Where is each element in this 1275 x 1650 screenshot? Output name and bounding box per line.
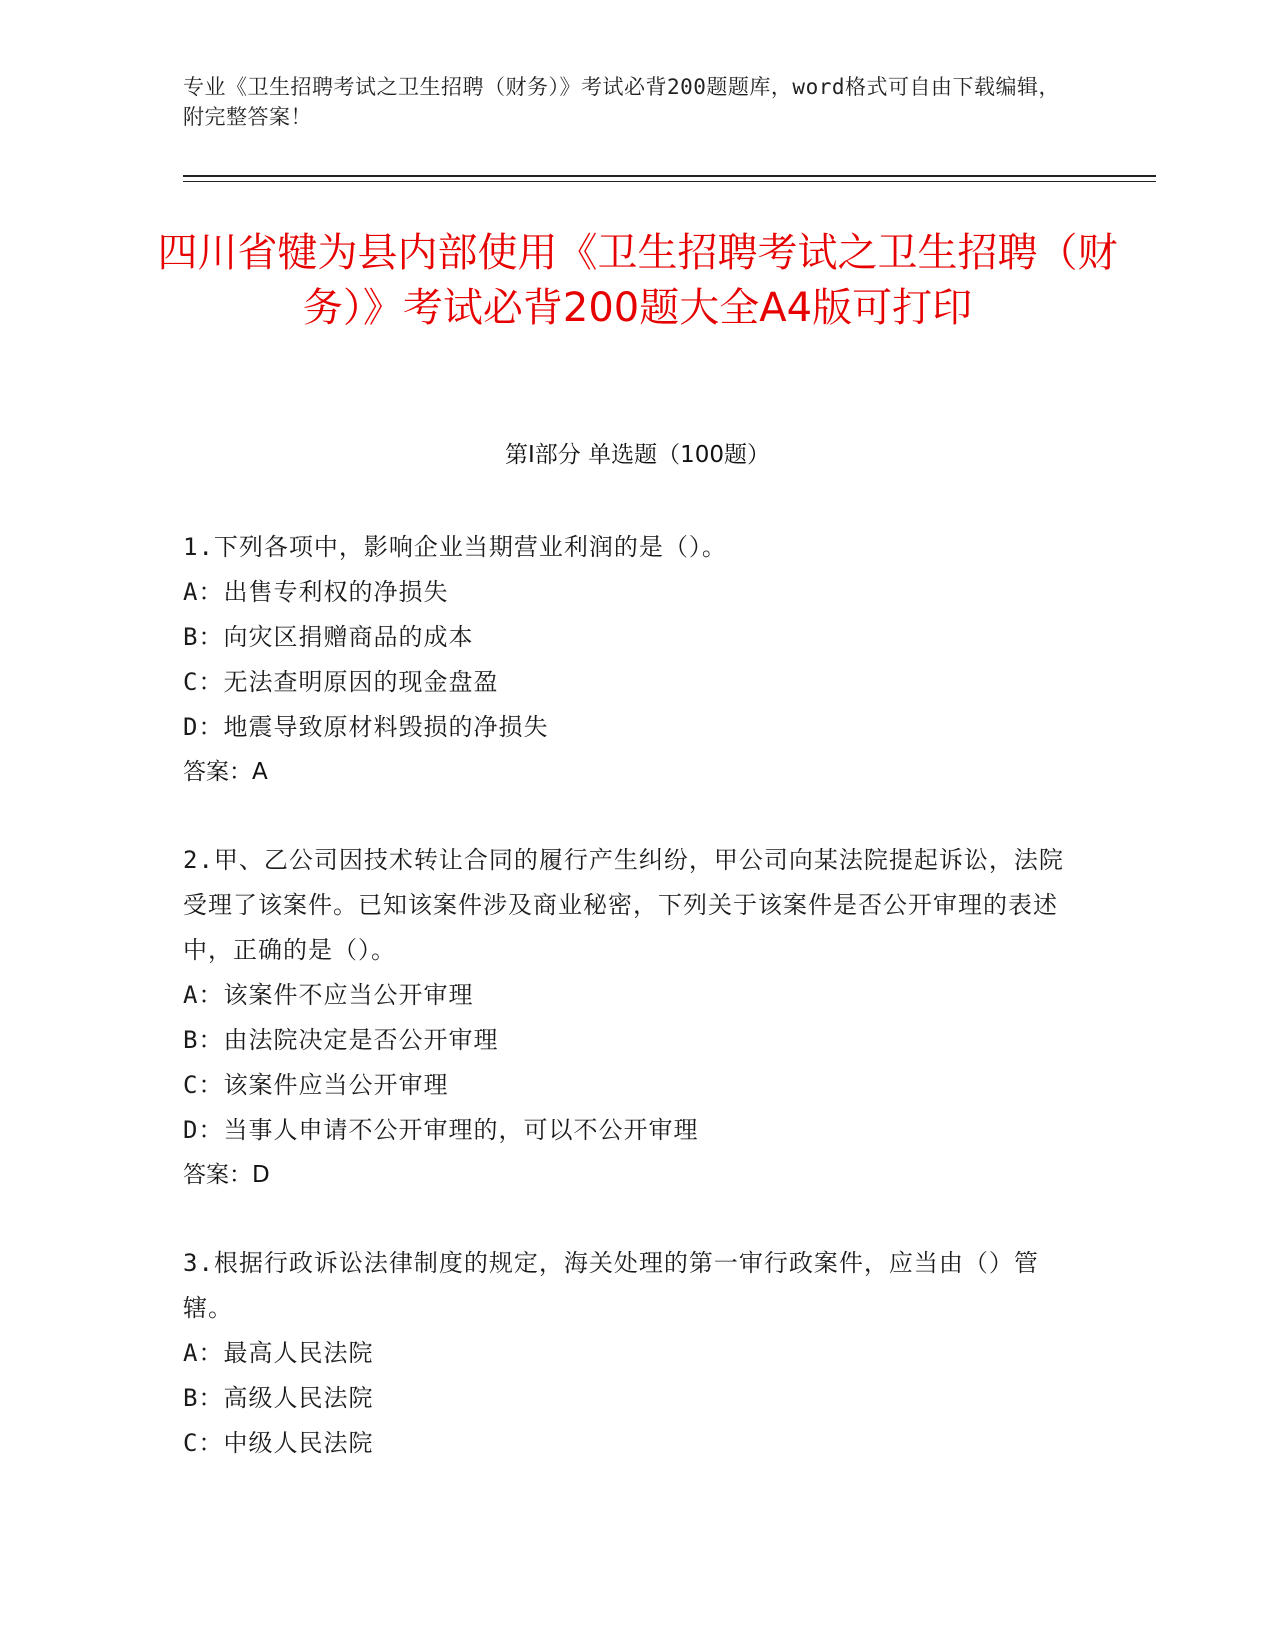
question-2: [183, 838, 1083, 1198]
option-c: C：该案件应当公开审理: [183, 1071, 449, 1099]
question-1: [183, 525, 1083, 795]
question-stem: 1.下列各项中，影响企业当期营业利润的是（）。: [183, 533, 727, 561]
header-divider-thin: [183, 181, 1156, 182]
option-c: C：无法查明原因的现金盘盈: [183, 668, 499, 696]
option-b: B：向灾区捐赠商品的成本: [183, 623, 474, 651]
option-b: B：由法院决定是否公开审理: [183, 1026, 499, 1054]
header-divider-thick: [183, 175, 1156, 177]
question-list: [183, 525, 1083, 1509]
answer-line: 答案：A: [183, 759, 268, 785]
option-a: A：最高人民法院: [183, 1339, 374, 1367]
answer-line: 答案：D: [183, 1162, 270, 1188]
header-note: 专业《卫生招聘考试之卫生招聘（财务）》考试必背200题题库，word格式可自由下载编辑，附完整答案！: [183, 75, 1060, 129]
option-b: B：高级人民法院: [183, 1384, 374, 1412]
question-3: [183, 1241, 1083, 1466]
question-stem: 3.根据行政诉讼法律制度的规定，海关处理的第一审行政案件，应当由（）管辖。: [183, 1249, 1039, 1322]
document-title: 四川省犍为县内部使用《卫生招聘考试之卫生招聘（财务）》考试必背200题大全A4版可打印: [157, 230, 1118, 331]
option-d: D：当事人申请不公开审理的，可以不公开审理: [183, 1116, 699, 1144]
section-heading: 第Ⅰ部分 单选题（100题）: [505, 442, 770, 468]
question-stem: 2.甲、乙公司因技术转让合同的履行产生纠纷，甲公司向某法院提起诉讼，法院受理了该案件。已知该案件涉及商业秘密，下列关于该案件是否公开审理的表述中，正确的是（）。: [183, 846, 1064, 964]
option-a: A：该案件不应当公开审理: [183, 981, 474, 1009]
option-a: A：出售专利权的净损失: [183, 578, 449, 606]
option-d: D：地震导致原材料毁损的净损失: [183, 713, 549, 741]
option-c: C：中级人民法院: [183, 1429, 374, 1457]
